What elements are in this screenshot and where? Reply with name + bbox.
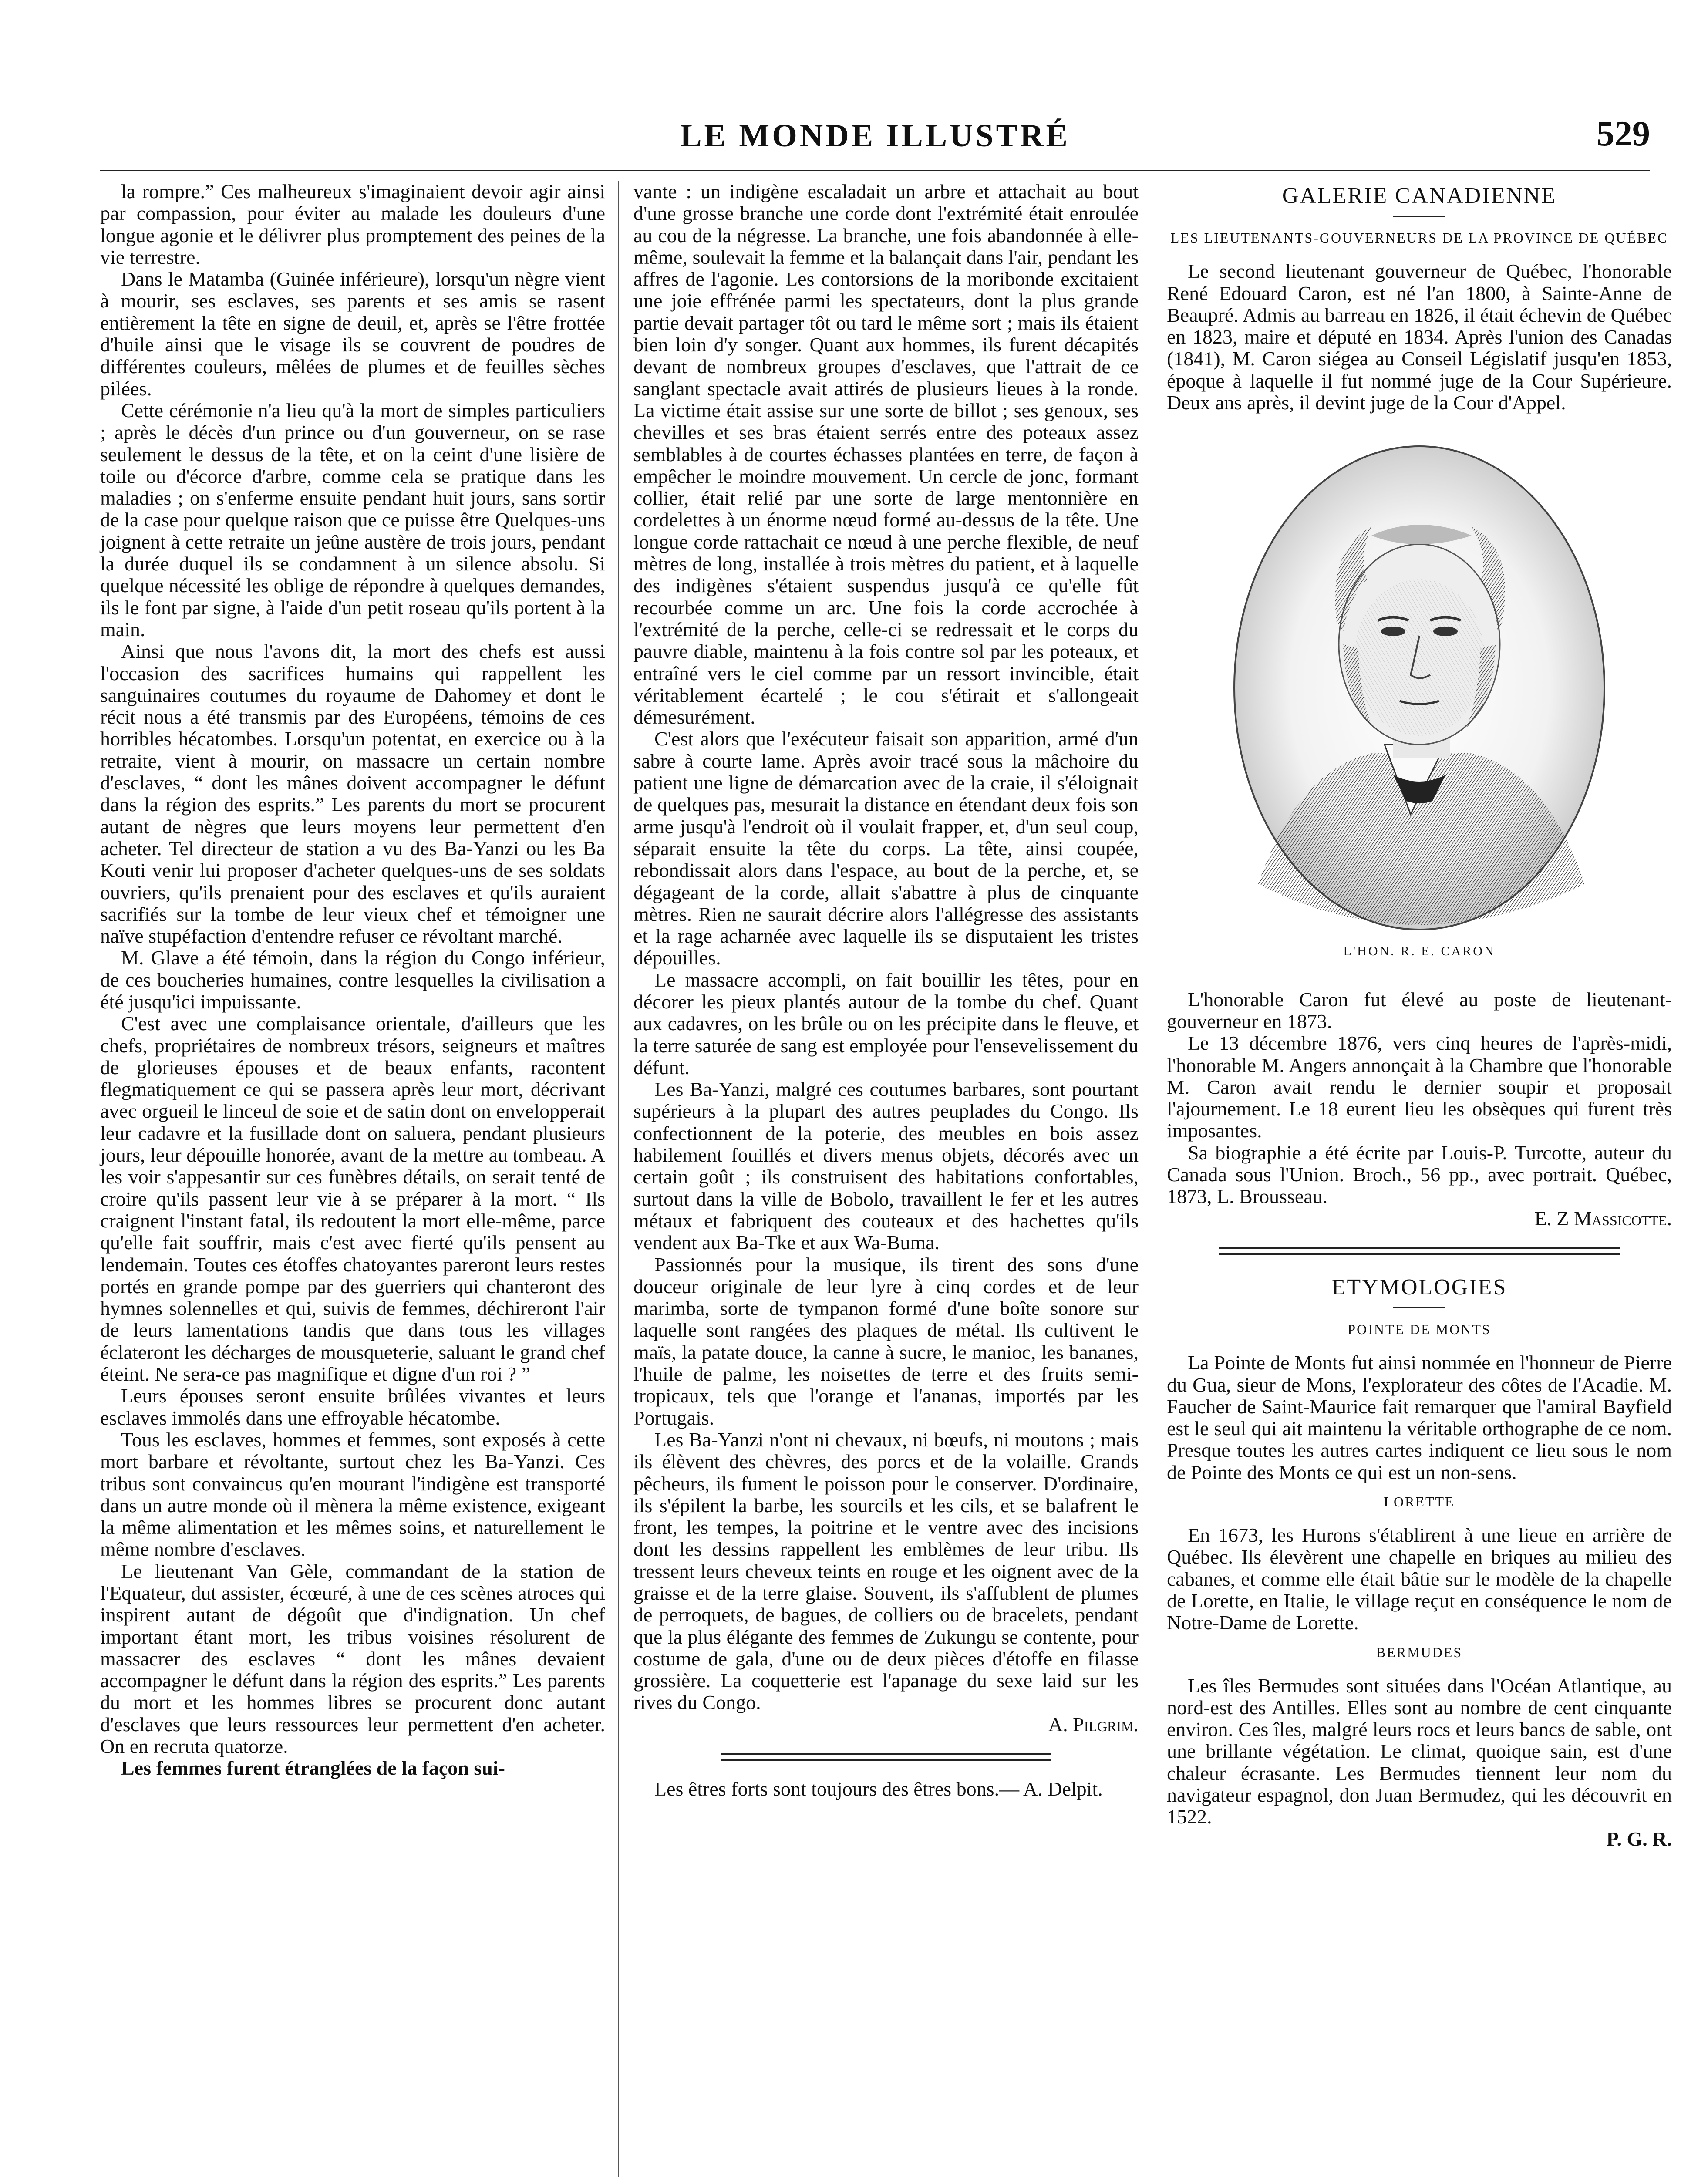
separator-rule — [1219, 1247, 1620, 1255]
paragraph: Tous les esclaves, hommes et femmes, sont exposés à cette mort barbare et révoltante, surtout chez les Ba-Yanzi. Ces tribus sont convaincus qu'en mourant l'indigène est transporté dans un autre monde où il mènera la même existence, exigeant la même alimentation et les mêmes soins, et naturellement le même nombre d'esclaves. — [100, 1428, 605, 1560]
paragraph: Les îles Bermudes sont situées dans l'Océan Atlantique, au nord-est des Antilles. Elles sont au nombre de cent cinquante environ. Ces îles, malgré leurs rocs et leurs bancs de sable, ont une brillante végétation. Le climat, quoique sain, est d'une chaleur écrasante. Les Bermudes tiennent leur nom du navigateur espagnol, don Juan Bermudez, qui les découvrit en 1522. — [1167, 1674, 1672, 1828]
paragraph: Les femmes furent étranglées de la façon sui- — [121, 1757, 505, 1779]
paragraph: Dans le Matamba (Guinée inférieure), lorsqu'un nègre vient à mourir, ses esclaves, ses parents et ses amis se rasent entièrement la tête en signe de deuil, et, après se l'être frottée d'huile ainsi que le visage ils se couvrent de poudres de différentes couleurs, mêlées de plumes et de feuilles sèches pilées. — [100, 268, 605, 400]
portrait-caption: L'HON. R. E. CARON — [1343, 944, 1496, 959]
author-signature: E. Z Massicotte. — [1534, 1207, 1672, 1230]
paragraph: C'est alors que l'exécuteur faisait son apparition, armé d'un sabre à courte lame. Après avoir tracé sous la mâchoire du patient une ligne de démarcation avec de la craie, il s'éloignait de quelques pas, mesurait la distance en étendant deux fois son arme jusqu'à l'endroit où il voulait frapper, et, d'un seul coup, séparait ensuite la tête du corps. La tête, ainsi coupée, rebondissait alors dans l'espace, au bout de la perche, et, se dégageant de la corde, allait s'abattre à plus de cinquante mètres. Rien ne saurait décrire alors l'allégresse des assistants et la rage acharnée avec laquelle ils se disputaient les tristes dépouilles. — [633, 728, 1139, 969]
paragraph: En 1673, les Hurons s'établirent à une lieue en arrière de Québec. Ils élevèrent une chapelle en briques au milieu des cabanes, et comme elle était bâtie sur le modèle de la chapelle de Lorette, en Italie, le village reçut en conséquence le nom de Notre-Dame de Lorette. — [1167, 1524, 1672, 1634]
paragraph: Les Ba-Yanzi n'ont ni chevaux, ni bœufs, ni moutons ; mais ils élèvent des chèvres, des porcs et de la volaille. Grands pêcheurs, ils fument le poisson pour le conserver. D'ordinaire, ils s'épilent la barbe, les sourcils et les cils, et se balafrent le front, les tempes, la poitrine et le ventre avec des incisions dont les dessins rappellent les emblèmes de leur tribu. Ils tressent leurs cheveux teints en rouge et les oignent avec de la graisse et de la terre glaise. Souvent, ils s'affublent de plumes de perroquets, de bagues, de colliers ou de bracelets, pendant que la plus élégante des femmes de Zukungu se contente, pour costume de gala, d'une ou de deux pièces d'étoffe en filasse grossière. La coquetterie est l'apanage du sexe laid sur les rives du Congo. — [633, 1428, 1139, 1714]
section-title-etymologies: ETYMOLOGIES — [1331, 1274, 1507, 1300]
separator-rule — [721, 1753, 1051, 1761]
author-signature: A. Pilgrim. — [1048, 1713, 1139, 1736]
title-rule — [1393, 216, 1445, 217]
paragraph: Le 13 décembre 1876, vers cinq heures de l'après-midi, l'honorable M. Angers annonçait à la Chambre que l'honorable M. Caron avait rendu le dernier soupir et proposait l'ajournement. Le 18 eurent lieu les obsèques qui furent très imposantes. — [1167, 1032, 1672, 1142]
paragraph: vante : un indigène escaladait un arbre et attachait au bout d'une grosse branche une corde dont l'extrémité était enroulée au cou de la négresse. La branche, une fois abandonnée à elle-même, soulevait la femme et la balançait dans l'air, pendant les affres de l'agonie. Les contorsions de la moribonde excitaient une joie effrénée parmi les spectateurs, dont la plus grande partie devait partager tôt ou tard le même sort ; mais ils étaient bien loin d'y songer. Quant aux hommes, ils furent décapités devant de nombreux groupes d'esclaves, que l'attrait de ce sanglant spectacle avait attirés de plusieurs lieues à la ronde. La victime était assise sur une sorte de billot ; ses genoux, ses chevilles et ses bras étaient serrés entre des poteaux assez semblables à de courtes échasses plantées en terre, de façon à empêcher le moindre mouvement. Un cercle de jonc, formant collier, était relié par une sorte de large mentonnière en cordelettes à un énorme nœud formé au-dessus de la tête. Une longue corde rattachait ce nœud à une perche flexible, de neuf mètres de long, installée à trois mètres du patient, et à laquelle des indigènes s'étaient suspendus jusqu'à ce qu'elle fût recourbée comme un arc. Une fois la corde accrochée à l'extrémité de la perche, celle-ci se redressait et le corps du pauvre diable, maintenu à la fois contre sol par les poteaux, et entraîné vers le ciel comme par un ressort invincible, était véritablement écartelé ; le cou s'étirait et s'allongeait démesurément. — [633, 180, 1139, 728]
column-2 — [633, 181, 1139, 2177]
section-title-galerie: GALERIE CANADIENNE — [1282, 183, 1557, 208]
etymology-heading: BERMUDES — [1376, 1644, 1463, 1660]
paragraph: Sa biographie a été écrite par Louis-P. Turcotte, auteur du Canada sous l'Union. Broch., 56 pp., avec portrait. Québec, 1873, L. Brousseau. — [1167, 1141, 1672, 1208]
paragraph: L'honorable Caron fut élevé au poste de lieutenant-gouverneur en 1873. — [1167, 988, 1672, 1032]
title-rule — [1393, 1307, 1445, 1308]
paragraph: C'est avec une complaisance orientale, d'ailleurs que les chefs, propriétaires de nombreux trésors, seigneurs et maîtres de glorieuses épouses et de beaux enfants, racontent flegmatiquement ce qui se passera après leur mort, décrivant avec orgueil le linceul de soie et de satin dont on envelopperait leur cadavre et la fusillade dont on saluera, pendant plusieurs jours, leur dépouille honorée, avant de la mettre au tombeau. A les voir s'appesantir sur ces funèbres détails, on serait tenté de croire qu'ils passent leur vie à se préparer à la mort. “ Ils craignent l'instant fatal, ils redoutent la mort elle-même, parce qu'elle fait souffrir, mais c'est avec fierté qu'ils pensent au lendemain. Toutes ces étoffes chatoyantes pareront leurs restes portés en grande pompe par des guerriers qui chanteront des hymnes solennelles et qui, suivis de femmes, déchireront l'air de leurs lamentations tandis que dans tous les villages éclateront les décharges de mousqueterie, saluant le grand chef éteint. Ne sera-ce pas magnifique et digne d'un roi ? ” — [100, 1012, 605, 1385]
paragraph: M. Glave a été témoin, dans la région du Congo inférieur, de ces boucheries humaines, contre lesquelles la civilisation a été jusqu'ici impuissante. — [100, 947, 605, 1013]
etymology-heading: LORETTE — [1384, 1494, 1455, 1510]
paragraph: Les Ba-Yanzi, malgré ces coutumes barbares, sont pourtant supérieurs à la plupart des autres peuplades du Congo. Ils confectionnent de la poterie, des meubles en bois assez habilement fouillés et divers menus objets, décorés avec un certain goût ; ils construisent des habitations confortables, surtout dans la ville de Bobolo, travaillent le fer et les autres métaux et fabriquent des couteaux et des hachettes qu'ils vendent aux Ba-Tke et aux Wa-Buma. — [633, 1078, 1139, 1254]
portrait-figure — [1193, 440, 1646, 936]
paragraph: Le lieutenant Van Gèle, commandant de la station de l'Equateur, dut assister, écœuré, à une de ces scènes atroces qui inspirent autant de dégoût que d'indignation. Un chef important étant mort, les tribus voisines résolurent de massacrer des esclaves “ dont les mânes devaient accompagner le défunt dans la région des esprits.” Les parents du mort et les hommes libres se procurent donc autant d'esclaves que leurs ressources leur permettent d'en acheter. On en recruta quatorze. — [100, 1560, 605, 1758]
quote: Les êtres forts sont toujours des êtres bons.— A. Delpit. — [654, 1778, 1103, 1800]
column-rule — [618, 181, 619, 2177]
author-signature: P. G. R. — [1606, 1827, 1672, 1850]
paragraph: Le massacre accompli, on fait bouillir les têtes, pour en décorer les pieux plantés autour de la tombe du chef. Quant aux cadavres, on les brûle ou on les précipite dans le fleuve, et la terre saturée de sang est employée pour l'ensevelissement du défunt. — [633, 968, 1139, 1078]
journal-title: LE MONDE ILLUSTRÉ — [680, 118, 1070, 154]
portrait-engraving — [1228, 440, 1611, 936]
column-1 — [100, 181, 605, 2177]
paragraph: la rompre.” Ces malheureux s'imaginaient devoir agir ainsi par compassion, pour éviter au malade les douleurs d'une longue agonie et le délivrer plus promptement des peines de la vie terrestre. — [100, 180, 605, 268]
paragraph: Le second lieutenant gouverneur de Québec, l'honorable René Edouard Caron, est né l'an 1800, à Sainte-Anne de Beaupré. Admis au barreau en 1826, il était échevin de Québec en 1823, maire et député en 1834. Après l'union des Canadas (1841), M. Caron siégea au Conseil Législatif jusqu'en 1853, époque à laquelle il fut nommé juge de la Cour Supérieure. Deux ans après, il devint juge de la Cour d'Appel. — [1167, 260, 1672, 414]
paragraph: Leurs épouses seront ensuite brûlées vivantes et leurs esclaves immolés dans une effroyable hécatombe. — [100, 1385, 605, 1429]
page-number: 529 — [1597, 114, 1650, 153]
section-subtitle: LES LIEUTENANTS-GOUVERNEURS DE LA PROVINCE DE QUÉBEC — [1170, 230, 1668, 246]
paragraph: La Pointe de Monts fut ainsi nommée en l'honneur de Pierre du Gua, sieur de Mons, l'explorateur des côtes de l'Acadie. M. Faucher de Saint-Maurice fait remarquer que l'amiral Bayfield est le seul qui ait maintenu la véritable orthographe de ce nom. Presque toutes les autres cartes indiquent ce lieu sous le nom de Pointe des Monts ce qui est un non-sens. — [1167, 1351, 1672, 1483]
etymology-heading: POINTE DE MONTS — [1348, 1321, 1491, 1338]
paragraph: Cette cérémonie n'a lieu qu'à la mort de simples particuliers ; après le décès d'un prince ou d'un gouverneur, on se rase seulement le dessus de la tête, et on la ceint d'une lisière de toile ou d'écorce d'arbre, comme cela se pratique dans les maladies ; on s'enferme ensuite pendant huit jours, sans sortir de la case pour quelque raison que ce puisse être Quelques-uns joignent à cette retraite un jeûne austère de trois jours, pendant la durée duquel ils se condamnent à un silence absolu. Si quelque nécessité les oblige de répondre à quelques demandes, ils le font par signe, à l'aide d'un petit roseau qu'ils portent à la main. — [100, 399, 605, 640]
column-3 — [1167, 181, 1672, 2177]
masthead — [100, 104, 1650, 172]
paragraph: Ainsi que nous l'avons dit, la mort des chefs est aussi l'occasion des sacrifices humains qui rappellent les sanguinaires coutumes du royaume de Dahomey et dont le récit nous a été transmis par des Européens, témoins de ces horribles hécatombes. Lorsqu'un potentat, en exercice ou à la retraite, vient à mourir, on massacre un certain nombre d'esclaves, “ dont les mânes doivent accompagner le défunt dans la région des esprits.” Les parents du mort se procurent autant de nègres que leurs moyens leur permettent d'en acheter. Tel directeur de station a vu des Ba-Yanzi ou les Ba Kouti venir lui proposer d'acheter quelques-uns de ses soldats ouvriers, qu'ils prenaient pour des esclaves et qu'ils auraient sacrifiés sur la tombe de leur vieux chef et témoigner une naïve stupéfaction d'entendre refuser ce révoltant marché. — [100, 640, 605, 947]
paragraph: Passionnés pour la musique, ils tirent des sons d'une douceur originale de leur lyre à cinq cordes et de leur marimba, sorte de tympanon formé d'une boîte sonore sur laquelle sont rangées des plaques de métal. Ils cultivent le maïs, la patate douce, la canne à sucre, le manioc, les bananes, l'huile de palme, les noisettes de terre et des fruits semi-tropicaux, tels que l'orange et l'ananas, importés par les Portugais. — [633, 1253, 1139, 1429]
